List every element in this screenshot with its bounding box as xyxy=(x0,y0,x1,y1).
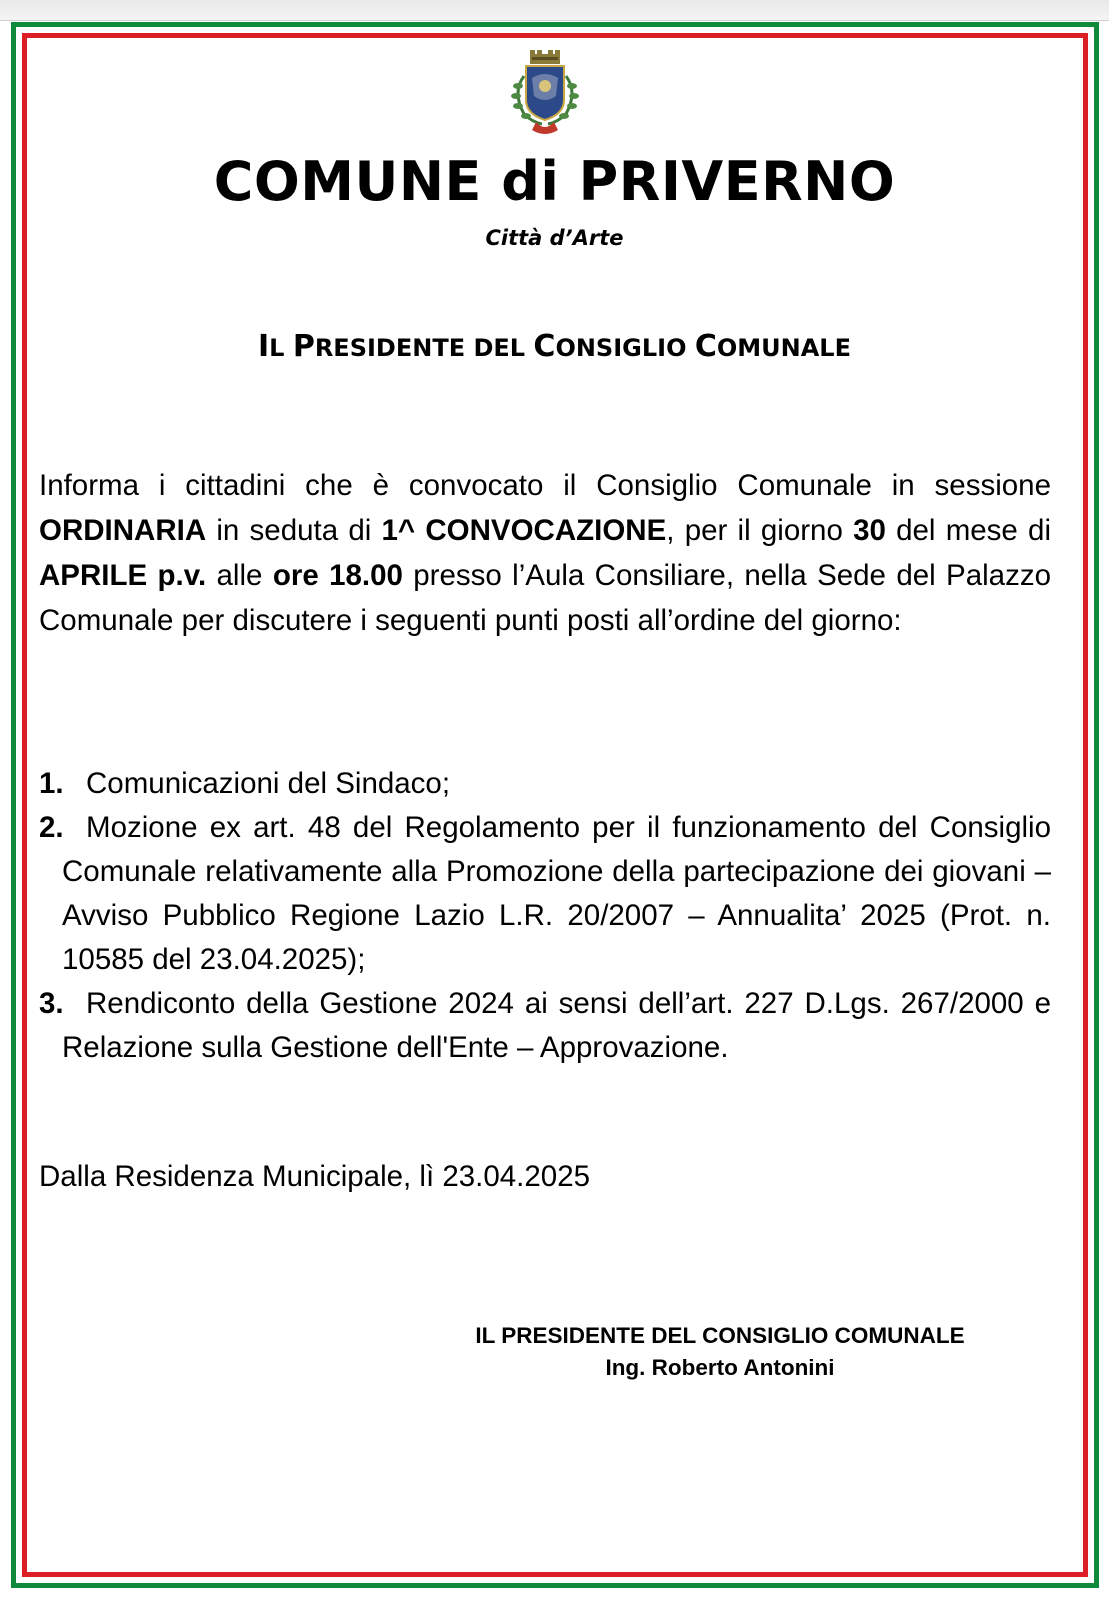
page-subtitle: Città d’Arte xyxy=(485,226,624,250)
section-heading: IL PRESIDENTE DEL CONSIGLIO COMUNALE xyxy=(258,329,851,364)
item-text: Comunicazioni del Sindaco; xyxy=(86,767,451,800)
item-text: Mozione ex art. 48 del Regolamento per il funzionamento del Consiglio Comunale relativamente alla Promozione della partecipazione dei giovani – Avviso Pubblico Regione Lazio L.R. 20/2007 – Annualita’ 2025 (Prot. n. 10585 del 23.04.2025); xyxy=(62,811,1051,976)
item-text: Rendiconto della Gestione 2024 ai sensi dell’art. 227 D.Lgs. 267/2000 e Relazione sulla Gestione dell'Ente – Approvazione. xyxy=(62,987,1051,1064)
item-number: 2. xyxy=(39,811,64,844)
top-band xyxy=(0,0,1109,21)
date-line: Dalla Residenza Municipale, lì 23.04.2025 xyxy=(39,1160,591,1193)
agenda-list xyxy=(39,762,1051,1070)
list-item xyxy=(39,762,1051,806)
signature-block xyxy=(400,1320,1040,1384)
list-item xyxy=(39,982,1051,1070)
signature-name: Ing. Roberto Antonini xyxy=(605,1355,835,1380)
item-number: 3. xyxy=(39,987,64,1020)
page-title: COMUNE di PRIVERNO xyxy=(213,150,896,213)
intro-paragraph: Informa i cittadini che è convocato il Consiglio Comunale in sessione ORDINARIA in seduta di 1^ CONVOCAZIONE, per il giorno 30 del mese di APRILE p.v. alle ore 18.00 presso l’Aula Consiliare, nella Sede del Palazzo Comunale per discutere i seguenti punti posti all’ordine del giorno: xyxy=(39,469,1051,637)
signature-role: IL PRESIDENTE DEL CONSIGLIO COMUNALE xyxy=(475,1323,965,1348)
item-number: 1. xyxy=(39,767,64,800)
coat-of-arms-icon xyxy=(502,48,588,136)
list-item xyxy=(39,806,1051,982)
